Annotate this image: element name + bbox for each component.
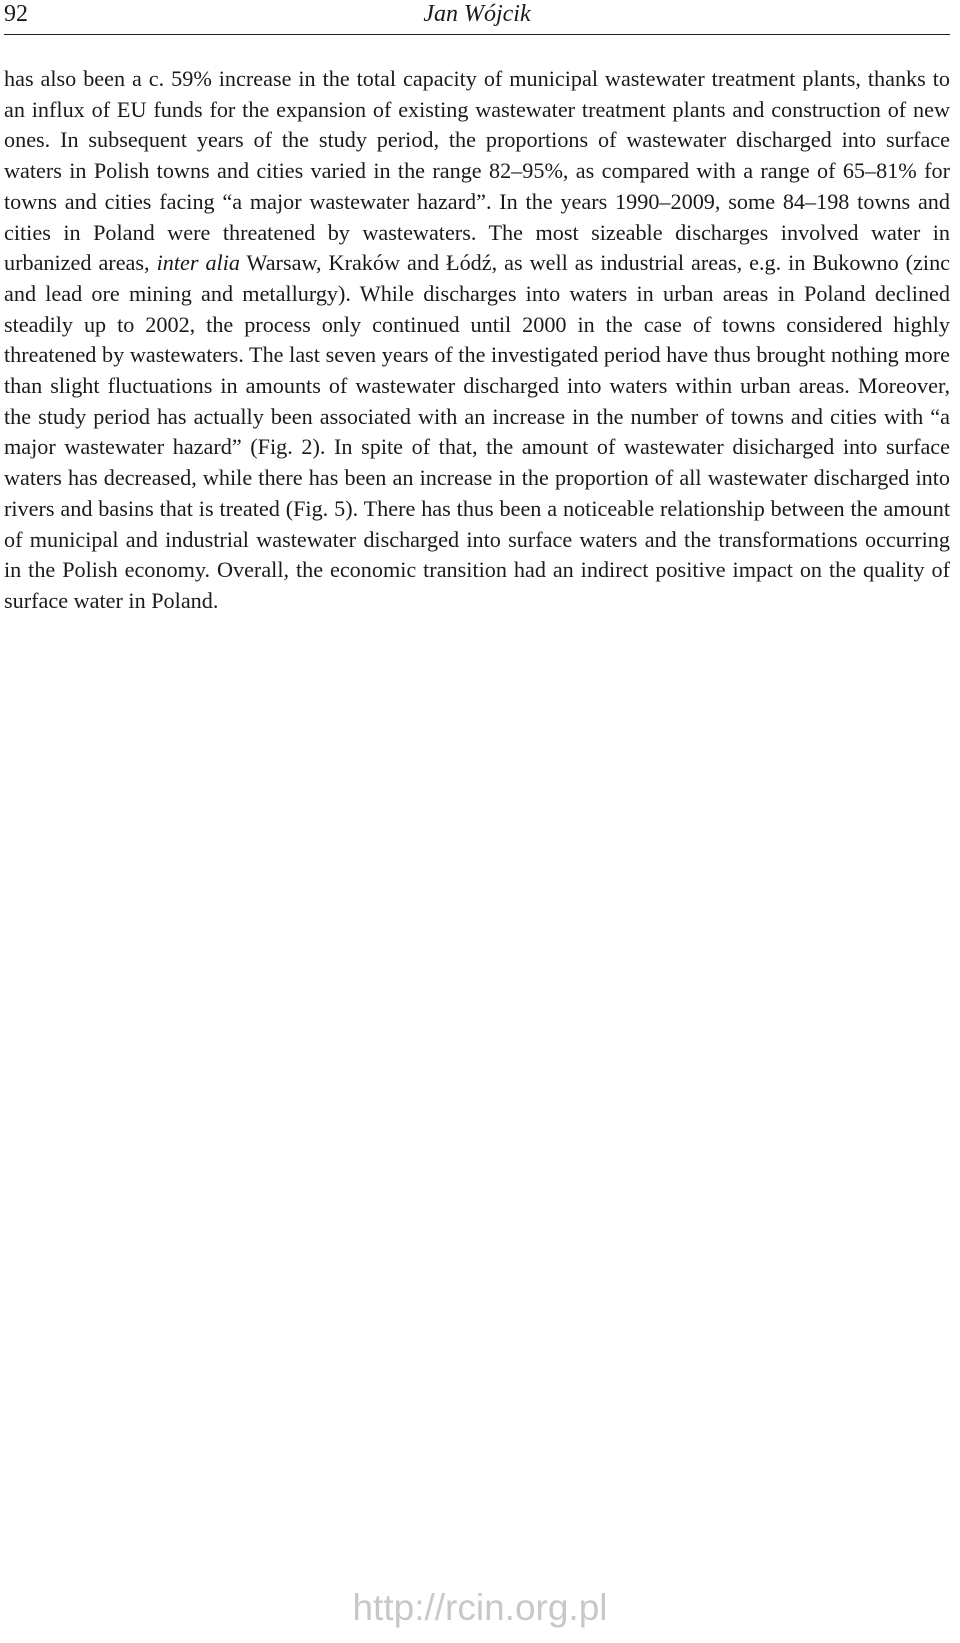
running-head bbox=[4, 0, 950, 35]
body-text-part-1: has also been a c. 59% increase in the total capacity of municipal wastewater treatment plants, thanks to an influx of EU funds for the expansion of existing wastewater treatment plants and construction of new ones. In subsequent years of the study period, the proportions of wastewater discharged into surface waters in Polish towns and cities varied in the range 82–95%, as compared with a range of 65–81% for towns and cities facing “a major wastewater hazard”. In the years 1990–2009, some 84–198 towns and cities in Poland were threatened by wastewaters. The most sizeable discharges involved water in urbanized areas, bbox=[4, 66, 950, 276]
body-text-part-2: Warsaw, Kraków and Łódź, as well as industrial areas, e.g. in Bukowno (zinc and lead ore mining and metallurgy). While discharges into waters in urban areas in Poland declined steadily up to 2002, the process only continued until 2000 in the case of towns considered highly threatened by wastewaters. The last seven years of the investigated period have thus brought nothing more than slight fluctuations in amounts of wastewater discharged into waters within urban areas. Moreover, the study period has actually been associated with an increase in the number of towns and cities with “a major wastewater hazard” (Fig. 2). In spite of that, the amount of wastewater disicharged into surface waters has decreased, while there has been an increase in the proportion of all wastewater discharged into rivers and basins that is treated (Fig. 5). There has thus been a noticeable relationship between the amount of municipal and industrial wastewater discharged into surface waters and the transformations occurring in the Polish economy. Overall, the economic transition had an indirect positive impact on the quality of surface water in Poland. bbox=[4, 250, 951, 613]
source-watermark-url: http://rcin.org.pl bbox=[352, 1587, 608, 1628]
running-head-author: Jan Wójcik bbox=[423, 1, 531, 27]
page-number: 92 bbox=[4, 1, 28, 27]
body-paragraph bbox=[4, 64, 950, 617]
body-text-italic: inter alia bbox=[156, 250, 240, 276]
